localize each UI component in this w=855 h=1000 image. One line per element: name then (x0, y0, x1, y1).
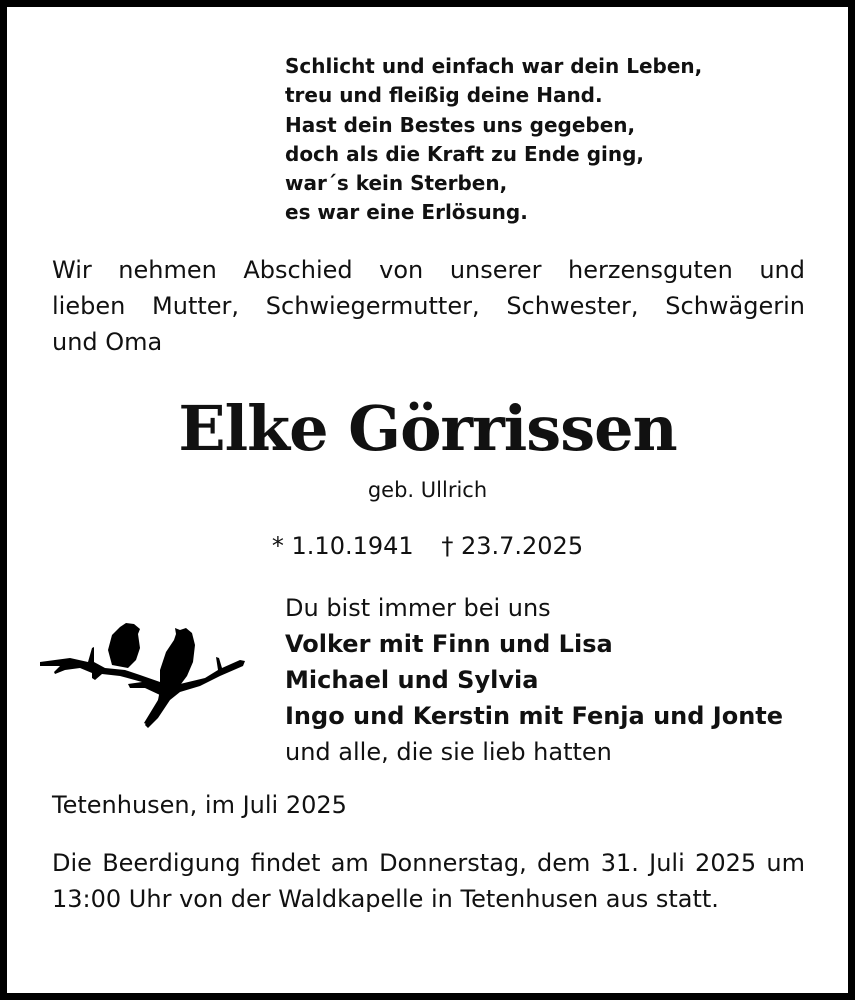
poem-line: es war eine Erlösung. (285, 200, 528, 225)
funeral-info: Die Beerdigung findet am Donnerstag, dem 31. Juli 2025 um 13:00 Uhr von der Waldkapelle in Tetenhusen aus statt. (52, 849, 805, 913)
intro-line: und Oma (52, 328, 163, 356)
mourners-intro: Du bist immer bei uns (285, 594, 551, 622)
birds-on-branch-icon (30, 600, 260, 730)
place-date: Tetenhusen, im Juli 2025 (52, 791, 347, 819)
death-date: † 23.7.2025 (441, 532, 584, 560)
mourner-family: Volker mit Finn und Lisa (285, 630, 613, 658)
poem-line: Hast dein Bestes uns gegeben, (285, 112, 636, 137)
mourner-family: Michael und Sylvia (285, 666, 539, 694)
intro-paragraph (52, 252, 805, 360)
intro-line: Wir nehmen Abschied von unserer herzensguten und (52, 256, 805, 284)
mourners-closing: und alle, die sie lieb hatten (285, 738, 612, 766)
deceased-name: Elke Görrissen (178, 392, 677, 465)
poem-line: doch als die Kraft zu Ende ging, (285, 141, 645, 166)
mourner-family: Ingo und Kerstin mit Fenja und Jonte (285, 702, 784, 730)
poem-line: treu und fleißig deine Hand. (285, 83, 603, 108)
birth-name (0, 478, 855, 502)
poem (285, 52, 702, 228)
birth-name-text: geb. Ullrich (367, 478, 488, 502)
life-dates (0, 532, 855, 560)
poem-line: war´s kein Sterben, (285, 171, 508, 196)
intro-line: lieben Mutter, Schwiegermutter, Schwester, Schwägerin (52, 292, 805, 320)
birth-date: * 1.10.1941 (271, 532, 414, 560)
poem-line: Schlicht und einfach war dein Leben, (285, 54, 703, 78)
mourners (285, 590, 783, 770)
